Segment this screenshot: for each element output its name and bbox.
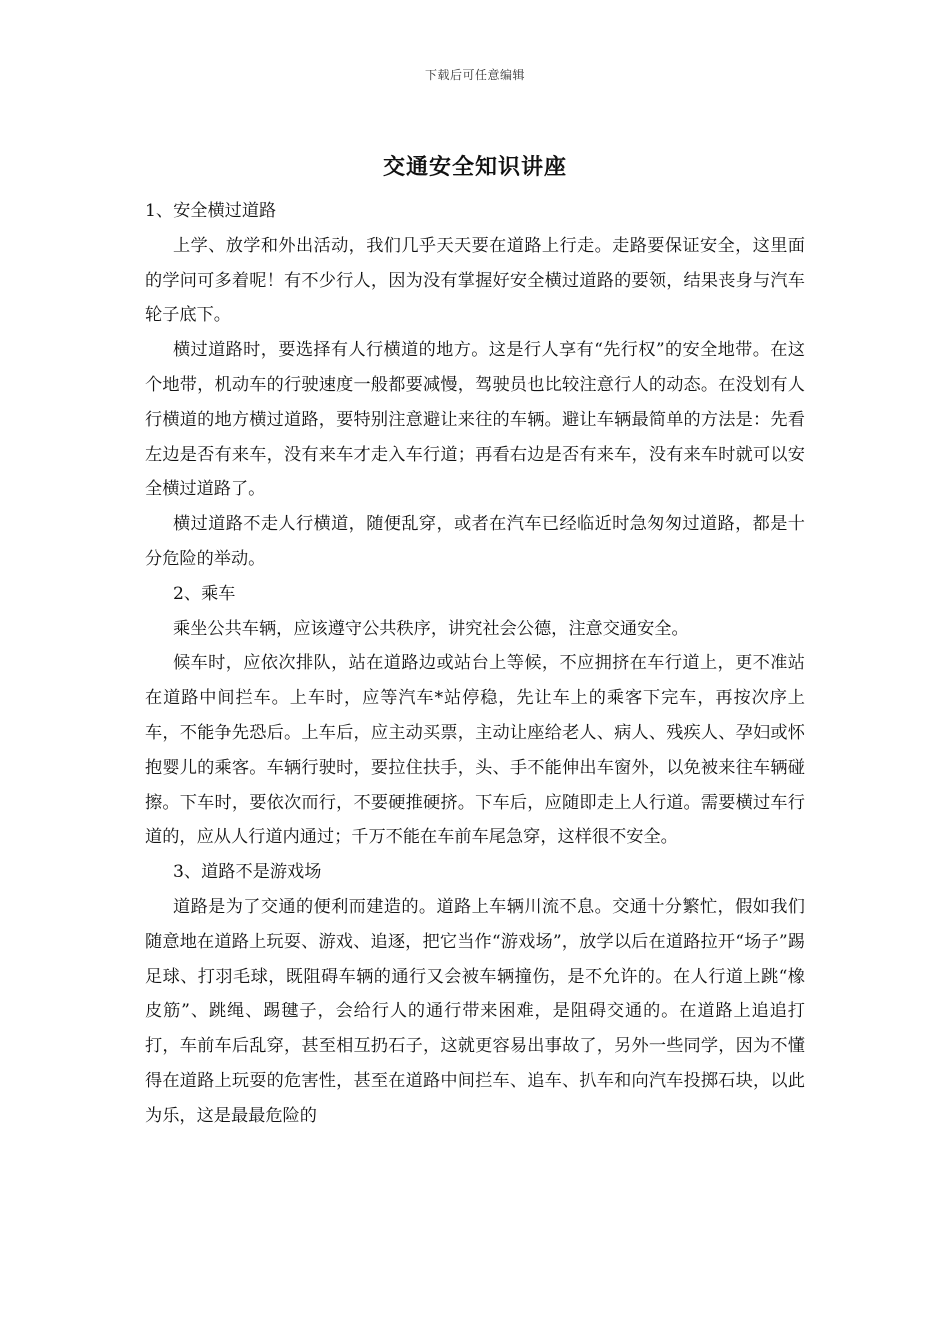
document-title: 交通安全知识讲座: [382, 154, 567, 180]
section-heading-2: 2、乘车: [173, 583, 236, 604]
paragraph: 乘坐公共车辆，应该遵守公共秩序，讲究社会公德，注意交通安全。: [173, 618, 689, 639]
section-heading-3: 3、道路不是游戏场: [173, 862, 322, 883]
paragraph: 候车时，应依次排队，站在道路边或站台上等候，不应拥挤在车行道上，更不准站在道路中间拦车。上车时，应等汽车*站停稳，先让车上的乘客下完车，再按次序上车，不能争先恐后。上车后，应主动买票，主动让座给老人、病人、残疾人、孕妇或怀抱婴儿的乘客。车辆行驶时，要拉住扶手，头、手不能伸出车窗外，以免被来往车辆碰擦。下车时，要依次而行，不要硬推硬挤。下车后，应随即走上人行道。需要横过车行道的，应从人行道内通过；千万不能在车前车尾急穿，这样很不安全。: [145, 653, 805, 848]
paragraph: 道路是为了交通的便利而建造的。道路上车辆川流不息。交通十分繁忙，假如我们随意地在道路上玩耍、游戏、追逐，把它当作“游戏场”，放学以后在道路拉开“场子”踢足球、打羽毛球，既阻碍车辆的通行又会被车辆撞伤，是不允许的。在人行道上跳“橡皮筋”、跳绳、踢毽子，会给行人的通行带来困难，是阻碍交通的。在道路上追追打打，车前车后乱穿，甚至相互扔石子，这就更容易出事故了，另外一些同学，因为不懂得在道路上玩耍的危害性，甚至在道路中间拦车、追车、扒车和向汽车投掷石块，以此为乐，这是最最危险的: [145, 896, 805, 1126]
section-heading-1: 1、安全横过道路: [145, 201, 277, 221]
paragraph: 横过道路时，要选择有人行横道的地方。这是行人享有“先行权”的安全地带。在这个地带，机动车的行驶速度一般都要减慢，驾驶员也比较注意行人的动态。在没划有人行横道的地方横过道路，要特别注意避让来往的车辆。避让车辆最简单的方法是：先看左边是否有来车，没有来车才走入车行道；再看右边是否有来车，没有来车时就可以安全横过道路了。: [145, 340, 805, 500]
paragraph: 横过道路不走人行横道，随便乱穿，或者在汽车已经临近时急匆匆过道路，都是十分危险的举动。: [145, 514, 805, 569]
header-note: 下载后可任意编辑: [424, 68, 525, 82]
paragraph: 上学、放学和外出活动，我们几乎天天要在道路上行走。走路要保证安全，这里面的学问可多着呢！有不少行人，因为没有掌握好安全横过道路的要领，结果丧身与汽车轮子底下。: [145, 235, 805, 326]
document-body: [145, 194, 805, 1134]
